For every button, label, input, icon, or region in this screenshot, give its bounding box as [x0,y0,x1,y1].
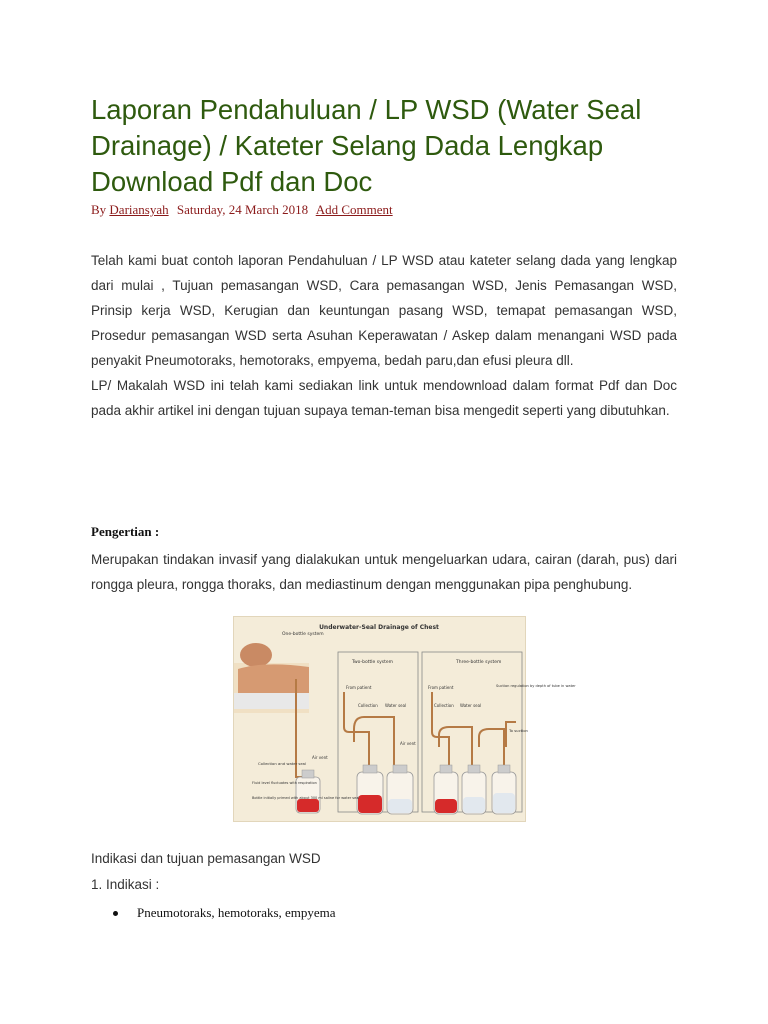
bullet-dot-icon [113,911,118,916]
wsd-diagram-svg [234,617,576,821]
label-collection-2: Collection [434,703,454,708]
author-link[interactable]: Dariansyah [109,202,169,217]
label-two-bottle: Two-bottle system [352,660,394,665]
bottles-three-bottle-system [434,765,516,814]
figure-title: Underwater-Seal Drainage of Chest [319,624,439,631]
patient-torso-shape [238,664,309,695]
post-date: Saturday, 24 March 2018 [176,202,309,217]
indikasi-heading: Indikasi dan tujuan pemasangan WSD [91,851,321,866]
label-water-seal-2: Water seal [460,703,482,708]
pengertian-text: Merupakan tindakan invasif yang dialakukan untuk mengeluarkan udara, cairan (darah, pus) dari rongga pleura, rongga thoraks, dan mediastinum dengan menggunakan pipa penghubung. [91,552,677,592]
label-fluid-level: Fluid level fluctuates with respiration [252,781,317,785]
label-from-patient-2: From patient [428,685,454,690]
intro-paragraph-2: LP/ Makalah WSD ini telah kami sediakan link untuk mendownload dalam format Pdf dan Doc pada akhir artikel ini dengan tujuan supaya teman-teman bisa mengedit seperti yang dibutuhkan. [91,378,677,418]
label-from-patient-1: From patient [346,685,372,690]
intro-paragraph-1: Telah kami buat contoh laporan Pendahuluan / LP WSD atau kateter selang dada yang lengkap dari mulai , Tujuan pemasangan WSD, Cara pemasangan WSD, Jenis Pemasangan WSD, Prinsip kerja WSD, Kerugian dan keuntungan pasang WSD, temapat pemasangan WSD, Prosedur pemasangan WSD serta Asuhan Keperawatan / Askep dalam menangani WSD pada penyakit Pneumotoraks, hemotoraks, empyema, bedah paru,dan efusi pleura dll. [91,253,677,368]
indikasi-list [113,905,336,921]
indikasi-subheading: 1. Indikasi : [91,877,160,892]
bottles-two-bottle-system [357,765,413,814]
list-item [113,905,336,921]
add-comment-link[interactable]: Add Comment [315,202,393,217]
label-three-bottle: Three-bottle system [456,660,502,665]
pengertian-heading: Pengertian : [91,524,160,539]
wsd-diagram-image [233,616,576,822]
label-collection-water-seal: Collection and water seal [258,761,307,766]
list-item-text: Pneumotoraks, hemotoraks, empyema [137,905,336,920]
label-bottle-primed: Bottle initially primed with about 300 ml saline for water seal [252,796,360,800]
label-collection-1: Collection [358,703,378,708]
label-to-suction: To suction [509,728,528,733]
label-suction-note: Suction regulation by depth of tube in water [496,684,576,688]
byline [91,202,393,218]
byline-by: By [91,202,107,217]
label-water-seal-1: Water seal [385,703,407,708]
patient-head-shape [240,643,272,667]
label-one-bottle: One-bottle system [282,632,324,637]
article-title: Laporan Pendahuluan / LP WSD (Water Seal Drainage) / Kateter Selang Dada Lengkap Download Pdf dan Doc [91,94,642,197]
intro-section [91,248,677,423]
label-air-vent-2: Air vent [312,755,328,760]
label-air-vent-1: Air vent [400,741,416,746]
